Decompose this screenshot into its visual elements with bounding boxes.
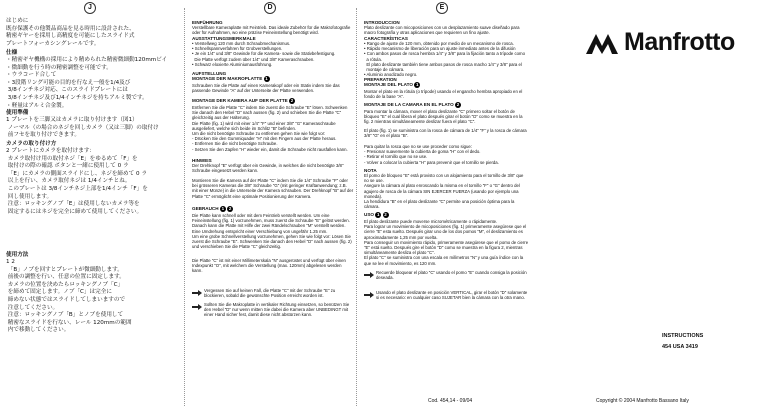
language-badge-j: J — [84, 2, 96, 14]
de-intro-title: EINFÜHRUNG — [192, 20, 223, 25]
es-nota: El pomo de bloqueo "E" está provisto con un alojamiento para el tornillo de 3/8" que no se use. Asegure la cámara al plato enroscando la misma en el tornillo "F" o "G" dentro del agujero de rosca de la cámara SIN EJERCER FUERZA (usando por ejemplo una moneda). La hendidura "B" en el plato deslizante "C" permite una posición óptima para la cámara. — [364, 173, 524, 210]
step-number-badge: 2 — [384, 212, 387, 217]
jp-spec: ・精密ギヤ機構の採用により精められた精密微細動120mmビイ ・微細動を行う時の精密調整を可能です。 ・ウラコード合して ・3段階リング可能の目的を行なえ一般を1/4及び 3/8インチネジ対応、このスライドプレートには 3/8インチネジ及び1/4インチネジを持ちアルミ製です。 ・軽量はアルミ合金製。 — [6, 57, 168, 109]
de-kamera: Entfernen Sie die Platte "C" indem Sie zuerst die Schraube "E" lösen. Schwenken Sie danach den Hebel "D" nach aussen (fig. 2) und schieben Sie die Platte "C" gleichzeitig aus der Halterung. Die Platte (fig. 1) wird mit einer 1/4" "F" und einer 3/8" "G" Kameraschraube ausgeliefert, welche sich beide im Schlitz "B" befinden. Um die nicht benötigte Schraube zu entfernen gehen Sie wie folgt vor: - Drücken Sie den Gummiquader "H" mit den Fingern aus der Platte heraus. - Entfernen Sie die nicht benötigte Schraube. - Setzen Sie den Zapfen "H" wieder ein, damit die Schraube nicht rausfallen kann. — [192, 105, 348, 152]
de-warning-2: Sollten Sie die Makroplatte in vertikaler Richtung einsetzen, so benützen Sie den Hebel "D" nur wenn mitten Sie dabei die Kamera aber UNBEDINGT mit einer Hand sicher fest, damit diese nicht abstürzen kann. — [192, 302, 357, 318]
de-spec-title: AUSSTATTUNGSMERKMALE — [192, 36, 256, 41]
es-warning-1: Recuerde bloquear el plato "C" usando el pomo "E" cuando consiga la posición deseada. — [364, 270, 530, 280]
es-camara-title: MONTAJE DE LA CAMARA EN EL PLATO 2 — [364, 102, 460, 108]
de-warning-1: Vergessen Sie auf keinen Fall, die Platte "C" mit der Schraube "E" zu blockieren, sobald die gewünschte Position erreicht worden ist. — [192, 288, 357, 298]
de-scale: Die Platte "C" ist mit einer Millimeterskala "N" ausgerüstet und verfügt über einen Indexpunkt "O", mit welchem die Verstellung (max. 120mm) abgelesen werden kann. — [192, 258, 346, 274]
warning-hand-icon — [364, 270, 374, 279]
step-number-badge: 1 — [415, 82, 419, 87]
es-nota-title: NOTA — [364, 168, 377, 173]
de-makro-title: MONTAGE DER MAKROPLATTE 1 — [192, 76, 268, 82]
step-number-badge: 1 — [265, 76, 268, 81]
jp-camera-title: カメラの取り付け方 — [6, 141, 57, 147]
de-prep-title: AUFSTELLUNG — [192, 71, 227, 76]
es-prep-title: PREPARATION — [364, 77, 397, 82]
copyright: Copyright © 2004 Manfrotto Bassano Italy — [596, 398, 689, 404]
manfrotto-logo-icon — [584, 30, 620, 56]
jp-prep: 1 プレートを三脚又はカメラに取り付けます（図1） ノーマル（の場合のネジを回しカメラ（又は三脚）の取付け 前フセを取り付けできます。 — [6, 117, 159, 139]
step-number-badge: 2 — [456, 102, 460, 107]
es-camara: Para montar la cámara, mover el plato deslizante "C" primero soltar el botón de bloqueo "E" el cual libera el plato después girar el botón "D" como se muestra en la fig. 2 mientras simultáneamente deslizar fuera el plato "C". — [364, 109, 523, 125]
jp-prep-title: 使用準備 — [6, 110, 29, 116]
de-intro: Verstellbare Kameraplatte mit Feintrieb. Das ideale Zubehör für die Makrofotografie oder für Aufnahmen, wo eine präzise Feineinstellung benötigt wird. — [192, 25, 351, 36]
language-badge-d: D — [264, 2, 276, 14]
warning-hand-icon — [364, 290, 374, 299]
de-use: Die Platte kann schnell oder mit dem Feintrieb verstellt werden. Um eine Feineinstellung (fig. 1) vorzunehmen, muss zuerst die Schraube "E" gelöst werden. Danach kann die Platte mit Hilfe der zwei Rändelschrauben "M" verstellt werden. Eine Umdrehung entspricht einer Verschiebung von ungefähr 1.25 mm. Um eine grobe Schnellverstellung vorzunehmen, gehen Sie wie folgt vor: Lösen Sie zuerst die Schraube "E". Schwenken Sie danach den Hebel "D" nach aussen (fig. 2) und verschieben Sie die Platte "C" gleichzeitig. — [192, 213, 352, 250]
de-use-title: GEBRAUCH 1 2 — [192, 206, 232, 212]
step-number-badge: 2 — [228, 206, 232, 211]
es-uso-title: USO 1 2 — [364, 212, 387, 218]
language-badge-e: E — [436, 2, 448, 14]
step-number-badge: 2 — [290, 98, 294, 103]
model-number: 454 USA 3419 — [662, 344, 698, 350]
de-spec: • Verstellweg 120 mm durch Schraubmechanismus. • Schnellspannverfahren für Grobverstellungen. • Je ein 1/4" und 3/8" Gewinde für die Kamera- sowie die Stativbefestigung. Die Platte verfügt zudem über 1/4" und 3/8" Kameraschrauben. • Schwarz eloxierte Aluminiumausführung. — [192, 41, 336, 67]
de-hinweis: Der Drehknopf "E" verfügt über ein Gewinde, in welches die nicht benötigte 3/8" Schraube eingesetzt werden kann. — [192, 163, 344, 174]
es-quitar: Para quitar la rosca que no se use proceder como sigue: - Presionar suavemente la cubierta de goma "H" con el dedo. - Retirar el tornillo que no se use. - Volver a colocar la cubierta "H" para prevenir que el tornillo se pierda. — [364, 144, 499, 165]
de-hinweis-title: HINWEIS — [192, 158, 212, 163]
jp-camera: 2 プレートにカメラを取付けます： カメラ取付け用の取付ネジ「E」をゆるめて「F」を 取付けの際の確認 ボタンと一緒に使用して 0 ラ 「E」にカメラの側面スライドにし、ネジを締めて 0 ラ 以上を行い、カメラ取付ネジは 1/4インチとね。 このプレートは 3/8インチネジ上部を1/4インチ「F」を 回し使用します。 注意：ロッキングノブ「E」は使用しないカメラ等を 固定するにはネジを完全に締めて使用してください。 — [6, 148, 148, 215]
es-tornillos: El plato (fig. 1) se suministra con la rosca de cámara de 1/4" "F" y la rosca de cámara 3/8" "G" en el plato "B". — [364, 128, 527, 139]
jp-spec-title: 仕様 — [6, 50, 18, 56]
warning-hand-icon — [192, 302, 202, 311]
manfrotto-logo — [584, 30, 756, 56]
step-number-badge: 1 — [221, 206, 225, 211]
es-montaje-title: MONTAJE DEL PLATO 1 — [364, 82, 419, 88]
instructions-label: INSTRUCTIONS — [662, 333, 704, 339]
es-spec: • Rango de ajuste de 120 mm, obtenido por medio de un mecanismo de rosca. • Rápido mecanismo de liberación para un ajuste inmediato antes de la difusión • Con ambos pasos de rosca hembra 1/4" y 3/8" para la fijación tanto a trípode como a rótula. El plato deslizante también tiene ambos pasos de rosca macho 1/4" y 3/8" para el montaje de cámara. • Aluminio anodizado negro. — [364, 41, 526, 78]
warning-hand-icon — [192, 288, 202, 297]
es-spec-title: CARACTERÍSTICAS — [364, 36, 408, 41]
es-intro-title: INTRODUCCION — [364, 20, 400, 25]
german-column — [184, 0, 356, 414]
es-montaje: Montar el plato en la rótula (o trípode) usando el engancho hembra apropiado en el fondo de la base "A". — [364, 89, 523, 100]
product-code: Cod. 454,14 - 09/04 — [428, 398, 473, 404]
jp-intro: はじめに 既存保護その他製品商品を見る時用に設計された、 精密ギヤーを採用し高精度を可能にしたスライド式 プレートフォーカシングレールです。 — [6, 18, 135, 47]
es-warning-2: Usando el plato deslizante en posición VERTICAL, girar el botón "D" solamente si es necesario: en cualquier caso SUJETAR bien la cámara con la otra mano. — [364, 290, 530, 300]
de-montage: Montieren Sie die Kamera auf der Platte "C" indem Sie die 1/4" Schraube "F" oder bei grösseren Kameras die 3/8" Schraube "G" (mit geringer Kraftanwendung; z.B. mit einer Münze) in die Unterseite der Kamera schrauben. Der Drehknopf "B" auf der Platte "C" ermöglicht eine optimale Positionierung der Kamera. — [192, 178, 354, 199]
jp-use: 1 2 「B」ノブを回すとプレートが微細動します。 前後の調整を行い、任意の位置に固定します。 カメラの位置を決めたらロッキングノブ「C」 を締めて固定します。ノブ「C」は完全に 締めない状態ではスライドしてしまいますので 注意してください。 注意：ロッキングノブ「B」とノブを使用して 精密なスライドを行ない、レール 120mmの範囲 内で移動してください。 — [6, 259, 132, 334]
de-makro: Schrauben Sie die Platte auf einen Kamerakopf oder ein Stativ indem Sie das passende Gewinde "A" auf der Unterseite der Platte verwenden. — [192, 83, 340, 94]
es-intro: Plato deslizante con micoposiciones con un desplazamiento suave diseñado para macro fotografía y otras aplicaciones que requieren un fino ajuste. — [364, 25, 520, 36]
de-kamera-title: MONTAGE DER KAMERA AUF DER PLATTE 2 — [192, 98, 294, 104]
japanese-column — [0, 0, 184, 414]
es-uso: El plato deslizante puede moverse micrométricamente o rápidamente. Para lograr un movimiento de micoposiciones (fig. 1) primeramente asegúrese que el cierre "E" esta suelto. Después girar uno de los dos pomos "M", el deslizamiento es aproximadamente 1,25 mm por vuelta. Para conseguir un movimiento rápido, primeramente asegúrese que el pomo de cierre "E" está suelto. Después gire el botón "D" como se muestra en la figura 2, mientras simultáneamente desliza el plato "C". El plato "C" se suministra con una escala en milímetros "N" y una guía índice con la que se lee el movimiento, es 120 mm. — [364, 219, 529, 266]
brand-name: Manfrotto — [624, 28, 735, 56]
spanish-column — [356, 0, 530, 414]
jp-use-title: 使用方法 — [6, 252, 29, 258]
step-number-badge: 1 — [376, 212, 380, 217]
